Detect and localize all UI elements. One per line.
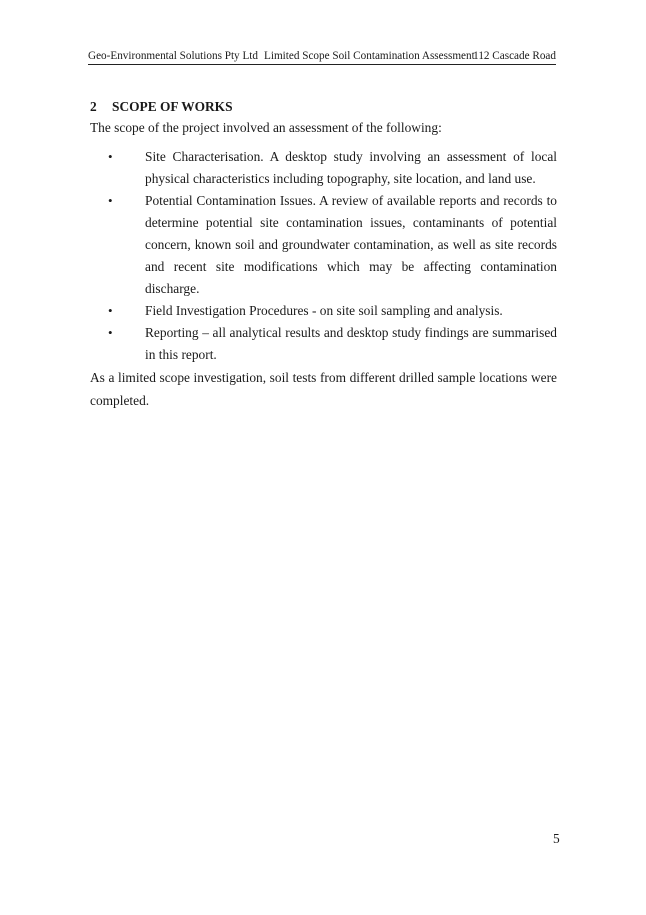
section-intro: The scope of the project involved an assessment of the following: xyxy=(90,120,442,135)
bullet-icon: • xyxy=(108,193,113,208)
bullet-item xyxy=(90,190,557,300)
scope-bullet-list xyxy=(90,146,557,366)
bullet-text: Reporting – all analytical results and desktop study findings are summarised in this report. xyxy=(145,325,557,362)
bullet-icon: • xyxy=(108,149,113,164)
section-number: 2 xyxy=(90,99,97,114)
closing-paragraph: As a limited scope investigation, soil tests from different drilled sample locations were completed. xyxy=(90,370,557,408)
section-title: SCOPE OF WORKS xyxy=(112,99,233,114)
bullet-text: Site Characterisation. A desktop study involving an assessment of local physical characteristics including topography, site location, and land use. xyxy=(145,149,557,186)
header-company: Geo-Environmental Solutions Pty Ltd xyxy=(88,50,258,62)
page-header xyxy=(88,48,556,65)
bullet-item xyxy=(90,322,557,366)
bullet-item xyxy=(90,146,557,190)
bullet-icon: • xyxy=(108,303,113,318)
page-number: 5 xyxy=(553,831,560,846)
bullet-text: Potential Contamination Issues. A review of available reports and records to determine potential site contamination issues, contaminants of potential concern, known soil and groundwater contamination, as well as site records and recent site modifications which may be affecting contamination discharge. xyxy=(145,193,557,296)
bullet-item xyxy=(90,300,557,322)
section-heading xyxy=(90,99,233,115)
header-address: 112 Cascade Road xyxy=(473,50,556,62)
header-report-title: Limited Scope Soil Contamination Assessment xyxy=(264,50,475,62)
bullet-text: Field Investigation Procedures - on site soil sampling and analysis. xyxy=(145,303,503,318)
bullet-icon: • xyxy=(108,325,113,340)
